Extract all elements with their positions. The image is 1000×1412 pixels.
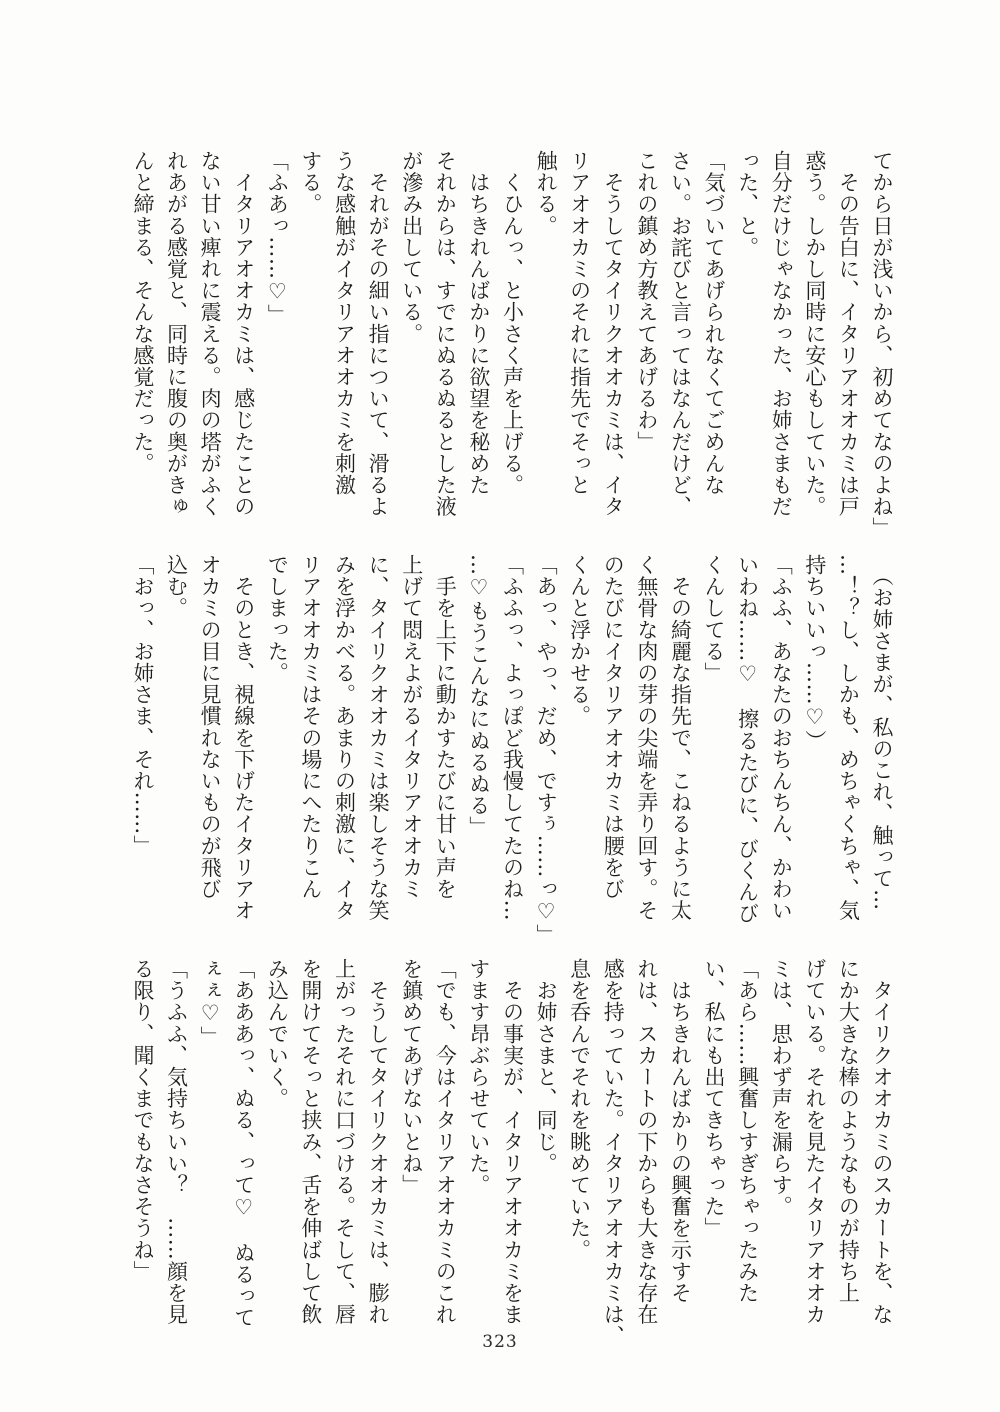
- text-line: 上げて悶えよがるイタリアオオカミ: [399, 554, 424, 900]
- text-line: 「ふふっ、よっぽど我慢してたのね…: [500, 554, 525, 922]
- text-line: 持ちいいっ……♡）: [802, 554, 827, 752]
- text-line: する。: [298, 150, 323, 215]
- text-line: …♡もうこんなにぬるぬる」: [466, 554, 491, 838]
- text-line: 上がったそれに口づける。そして、唇: [332, 958, 357, 1326]
- text-line: でしまった。: [265, 554, 290, 684]
- text-line: 「でも、今はイタリアオオカミのこれ: [433, 958, 458, 1326]
- text-line: みを浮かべる。あまりの刺激に、イタ: [332, 554, 357, 922]
- text-band-middle: [100, 554, 898, 958]
- text-line: その綺麗な指先で、こねるように太: [668, 554, 693, 922]
- text-line: 息を呑んでそれを眺めていた。: [567, 958, 592, 1261]
- text-line: それがその細い指について、滑るよ: [366, 150, 391, 518]
- text-line: 触れる。: [534, 150, 559, 237]
- text-line: いわね……♡ 擦るたびに、びくんび: [735, 554, 760, 925]
- text-line: ぇぇ♡」: [198, 958, 223, 1048]
- text-line: 手を上下に動かすたびに甘い声を: [433, 554, 458, 900]
- text-line: オカミの目に見慣れないものが飛び: [198, 554, 223, 900]
- text-line: が滲み出している。: [399, 150, 424, 345]
- text-line: 「おっ、お姉さま、それ……」: [130, 554, 155, 857]
- text-line: 「あああっ、ぬる、って♡ ぬるって: [231, 958, 256, 1329]
- text-line: タイリクオオカミのスカートを、な: [870, 958, 894, 1326]
- text-line: （お姉さまが、私のこれ、触って…: [870, 554, 894, 911]
- text-line: く無骨な肉の芽の尖端を弄り回す。そ: [634, 554, 659, 922]
- text-line: 惑う。しかし同時に安心もしていた。: [802, 150, 827, 518]
- text-line: はちきれんばかりの興奮を示すそ: [668, 958, 693, 1304]
- text-line: その告白に、イタリアオオカミは戸: [836, 150, 861, 518]
- text-line: そのとき、視線を下げたイタリアオ: [231, 554, 256, 922]
- text-line: 自分だけじゃなかった、お姉さまもだ: [769, 150, 794, 518]
- text-line: すます昂ぶらせていた。: [466, 958, 491, 1196]
- text-line: くんしてる」: [702, 554, 727, 684]
- text-line: い、私にも出てきちゃった」: [702, 958, 727, 1239]
- text-line: 「ふあっ……♡」: [265, 150, 290, 326]
- text-line: 「気づいてあげられなくてごめんな: [702, 150, 727, 496]
- text-line: れあがる感覚と、同時に腹の奥がきゅ: [164, 150, 189, 518]
- text-line: これの鎮め方教えてあげるわ」: [634, 150, 659, 453]
- text-line: さい。お詫びと言ってはなんだけど、: [668, 150, 693, 518]
- text-line: そうしてタイリクオオカミは、イタ: [601, 150, 626, 518]
- text-line: そうしてタイリクオオカミは、膨れ: [366, 958, 391, 1326]
- text-line: を鎮めてあげないとね」: [399, 958, 424, 1196]
- text-line: れは、スカートの下からも大きな存在: [634, 958, 659, 1326]
- text-line: 感を持っていた。イタリアオオカミは、: [601, 958, 626, 1347]
- text-line: イタリアオオカミは、感じたことの: [231, 150, 256, 518]
- text-line: を開けてそっと挟み、舌を伸ばして飲: [298, 958, 323, 1326]
- text-line: った、と。: [735, 150, 760, 258]
- text-line: げている。それを見たイタリアオオカ: [802, 958, 827, 1326]
- text-line: み込んでいく。: [265, 958, 290, 1110]
- text-line: お姉さまと、同じ。: [534, 958, 559, 1174]
- text-line: リアオオカミのそれに指先でそっと: [567, 150, 592, 496]
- text-line: 「あら……興奮しすぎちゃったみた: [735, 958, 760, 1304]
- text-line: てから日が浅いから、初めてなのよね」: [870, 150, 894, 539]
- text-line: のたびにイタリアオオカミは腰をび: [601, 554, 626, 900]
- text-band-top: [100, 150, 898, 554]
- text-line: んと締まる、そんな感覚だった。: [130, 150, 155, 474]
- text-line: 込む。: [164, 554, 189, 619]
- text-line: …！？し、しかも、めちゃくちゃ、気: [836, 554, 861, 922]
- text-band-bottom: [100, 958, 898, 1362]
- text-line: リアオオカミはその場にへたりこん: [298, 554, 323, 900]
- text-line: 「ふふ、あなたのおちんちん、かわい: [769, 554, 794, 922]
- text-line: にか大きな棒のようなものが持ち上: [836, 958, 861, 1304]
- text-line: その事実が、イタリアオオカミをま: [500, 958, 525, 1326]
- text-line: る限り、聞くまでもなさそうね」: [130, 958, 155, 1282]
- text-line: くひんっ、と小さく声を上げる。: [500, 150, 525, 496]
- text-line: 「うふふ、気持ちいい？ ……顔を見: [164, 958, 189, 1326]
- text-line: はちきれんばかりに欲望を秘めた: [466, 150, 491, 496]
- text-line: うな感触がイタリアオオカミを刺激: [332, 150, 357, 496]
- text-line: それからは、すでにぬるぬるとした液: [433, 150, 458, 518]
- text-line: くんと浮かせる。: [567, 554, 592, 727]
- text-line: 「あっ、やっ、だめ、ですぅ……っ♡」: [534, 554, 559, 946]
- text-line: に、タイリクオオカミは楽しそうな笑: [366, 554, 391, 922]
- text-line: ミは、思わず声を漏らす。: [769, 958, 794, 1218]
- page-number: 323: [482, 1332, 518, 1352]
- text-line: ない甘い痺れに震える。肉の塔がふく: [198, 150, 223, 518]
